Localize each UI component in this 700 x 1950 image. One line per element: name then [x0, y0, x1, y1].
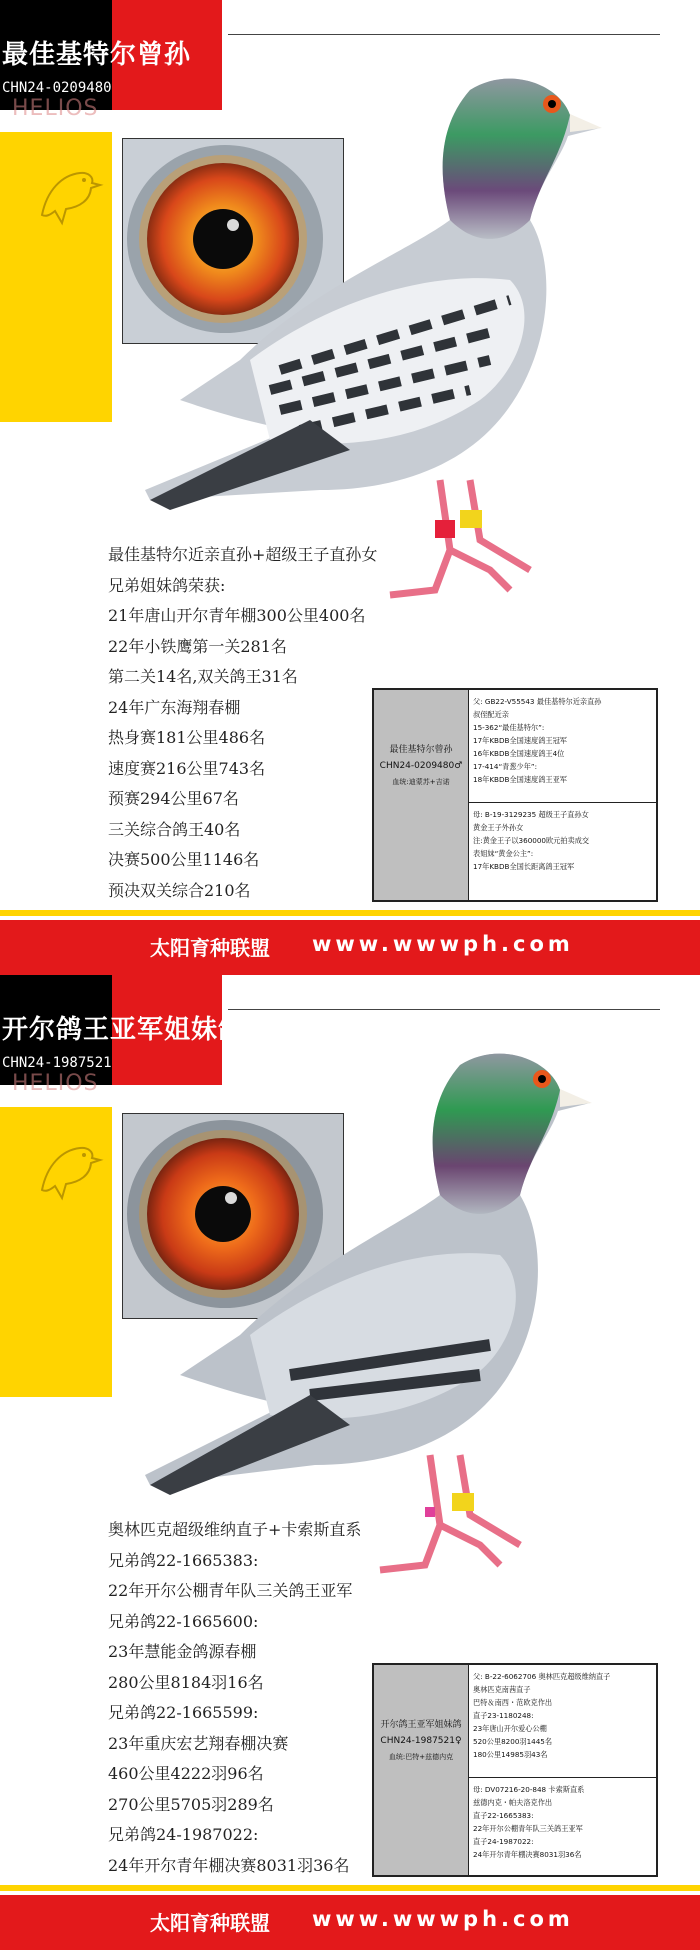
desc-line: 460公里4222羽96名: [108, 1764, 264, 1783]
sire-line: 直子23-1180248:: [473, 1711, 534, 1720]
pedigree-subject-name: 开尔鸽王亚军姐妹鸽: [380, 1720, 462, 1730]
desc-line: 最佳基特尔近亲直孙+超级王子直孙女: [108, 545, 378, 564]
desc-line: 24年开尔青年棚决赛8031羽36名: [108, 1855, 350, 1875]
sire-line: 15-362“最佳基特尔”:: [473, 723, 545, 732]
dam-line: 直子22-1665383:: [473, 1811, 534, 1820]
dam-line: 母: B-19-3129235 超级王子直孙女: [473, 810, 589, 819]
dam-line: 母: DV07216-20-848 卡索斯直系: [473, 1785, 585, 1794]
pedigree-table: [372, 1663, 658, 1877]
footer-yellow-line: [0, 910, 700, 916]
sire-line: 巴特＆南西・范欧克作出: [473, 1698, 553, 1707]
dam-line: 22年开尔公棚青年队三关鸽王亚军: [473, 1824, 583, 1833]
desc-line: 兄弟鸽22-1665383:: [108, 1550, 259, 1570]
footer-url: www.wwwph.com: [312, 1907, 574, 1931]
ring-number: CHN24-0209480: [2, 80, 112, 96]
pedigree-sire-cell: [469, 1665, 656, 1778]
desc-line: 奥林匹克超级维纳直子+卡索斯直系: [108, 1520, 362, 1539]
dam-line: 表姐妹“黄金公主”:: [473, 849, 534, 858]
sire-line: 520公里8200羽1445名: [473, 1737, 553, 1746]
dam-line: 兹德内克・帕夫洛克作出: [473, 1798, 553, 1807]
desc-line: 22年开尔公棚青年队三关鸽王亚军: [108, 1581, 353, 1600]
sire-line: 18年KBDB全国速度鸽王亚军: [473, 775, 567, 784]
desc-line: 热身赛181公里486名: [108, 728, 266, 747]
dam-line: 黄金王子外孙女: [473, 823, 524, 832]
title-divider: [228, 1009, 660, 1010]
desc-line: 第二关14名,双关鸽王31名: [108, 667, 298, 686]
ring-number: CHN24-1987521: [2, 1055, 112, 1071]
achievements-text: [108, 540, 398, 906]
footer-brand: 太阳育种联盟: [150, 936, 270, 960]
sire-line: 父: GB22-V55543 最佳基特尔近亲直孙: [473, 697, 602, 706]
sire-line: 17年KBDB全国速度鸽王冠军: [473, 736, 567, 745]
pedigree-subject-cell: [374, 1665, 469, 1875]
desc-line: 预决双关综合210名: [108, 880, 251, 900]
dam-line: 17年KBDB全国长距离鸽王冠军: [473, 862, 575, 871]
desc-line: 速度赛216公里743名: [108, 758, 266, 778]
pedigree-table: [372, 688, 658, 902]
desc-line: 24年广东海翔春棚: [108, 697, 241, 717]
pedigree-subject-ring: CHN24-0209480♂: [379, 761, 463, 771]
sire-line: 叔侄配近亲: [473, 710, 509, 719]
pedigree-dam-cell: [469, 1778, 656, 1875]
pedigree-subject-bloodline: 血统:巴特+兹德内克: [388, 1753, 454, 1761]
desc-line: 兄弟鸽24-1987022:: [108, 1825, 259, 1844]
desc-line: 270公里5705羽289名: [108, 1794, 274, 1814]
footer-brand: 太阳育种联盟: [150, 1911, 270, 1935]
desc-line: 23年重庆宏艺翔春棚决赛: [108, 1733, 289, 1753]
page-title: 最佳基特尔曾孙: [2, 40, 192, 70]
pigeon-card-2: [0, 975, 700, 1950]
pedigree-subject-bloodline: 血统:迪蒙苏+吉诺: [392, 778, 450, 786]
sire-line: 16年KBDB全国速度鸽王4位: [473, 749, 565, 758]
sire-line: 180公里14985羽43名: [473, 1750, 548, 1759]
desc-line: 三关综合鸽王40名: [108, 819, 241, 839]
desc-line: 预赛294公里67名: [108, 789, 239, 808]
pedigree-sire-cell: [469, 690, 656, 803]
page-title: 开尔鸽王亚军姐妹鸽: [2, 1015, 246, 1045]
dam-line: 注:黄金王子以360000欧元拍卖成交: [473, 836, 590, 845]
desc-line: 21年唐山开尔青年棚300公里400名: [108, 606, 366, 625]
helios-watermark: HELIOS: [12, 96, 99, 121]
helios-watermark: HELIOS: [12, 1071, 99, 1096]
achievements-text: [108, 1515, 398, 1881]
dam-line: 直子24-1987022:: [473, 1837, 534, 1846]
footer-banner: [0, 920, 700, 975]
desc-line: 决赛500公里1146名: [108, 850, 260, 869]
desc-line: 280公里8184羽16名: [108, 1672, 264, 1692]
desc-line: 兄弟鸽22-1665600:: [108, 1611, 259, 1631]
pedigree-dam-cell: [469, 803, 656, 900]
dam-line: 24年开尔青年棚决赛8031羽36名: [473, 1850, 582, 1859]
desc-line: 22年小铁鹰第一关281名: [108, 636, 287, 656]
footer-banner: [0, 1895, 700, 1950]
sire-line: 23年唐山开尔爱心公棚: [473, 1724, 547, 1733]
pedigree-subject-cell: [374, 690, 469, 900]
desc-line: 兄弟姐妹鸽荣获:: [108, 575, 226, 595]
pedigree-subject-name: 最佳基特尔曾孙: [389, 745, 453, 755]
sire-line: 17-414“青葱少年”:: [473, 762, 538, 771]
pedigree-subject-ring: CHN24-1987521♀: [380, 1736, 462, 1746]
footer-url: www.wwwph.com: [312, 932, 574, 956]
desc-line: 23年慧能金鸽源春棚: [108, 1642, 257, 1661]
sire-line: 父: B-22-6062706 奥林匹克超级维纳直子: [473, 1672, 611, 1681]
title-divider: [228, 34, 660, 35]
footer-yellow-line: [0, 1885, 700, 1891]
sire-line: 奥林匹克南茜直子: [473, 1685, 531, 1694]
desc-line: 兄弟鸽22-1665599:: [108, 1703, 259, 1722]
